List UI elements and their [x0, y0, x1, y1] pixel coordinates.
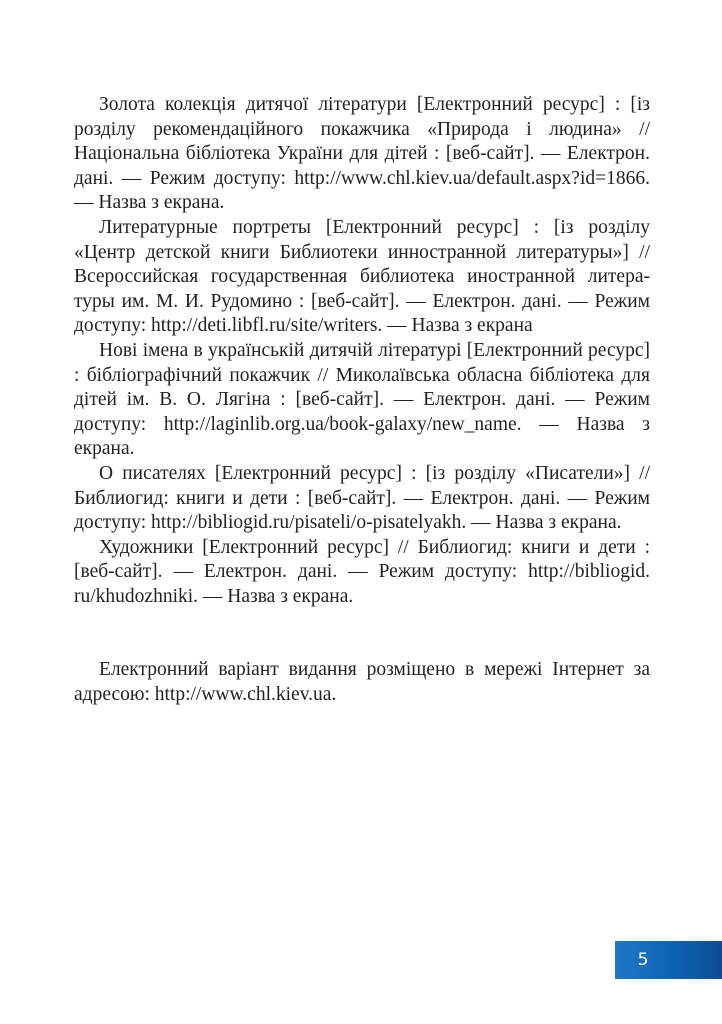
page-number-tab — [615, 941, 722, 979]
bibliography-entry: Художники [Електронний ресурс] // Библиогид: книги и дети : [веб-сайт]. — Електрон. дані. — Режим доступу: http://bibliogid.​ru/khudozhniki. — Назва з екрана. — [74, 536, 650, 607]
bibliography-entry: Нові імена в українській дитячій літературі [Електронний ресурс] : бібліографічний покажчик // Миколаївська обласна бібліотека для дітей ім. В. О. Лягіна : [веб-сайт]. — Електрон. дані. — Режим доступу: http://laginlib.org.ua/book-galaxy/new_name. — Назва з екрана. — [74, 339, 650, 460]
page-number: 5 — [637, 950, 649, 970]
bibliography-entry: Золота колекція дитячої літератури [Електронний ресурс] : [із розділу рекомендаційного покажчика «Природа і людина» // Національна бібліотека України для дітей : [веб-сайт]. — Електрон. дані. — Режим доступу: http://www.chl.kiev.ua/default.​aspx?id=1866. — Назва з екрана. — [74, 94, 650, 214]
bibliography-entry: Литературные портреты [Електронний ресурс] : [із розділу «Центр детской книги Библиотеки инностранной литературы»] // Всероссийская государственная библиотека иностранной литературы им. М. И. Рудомино : [веб-сайт]. — Електрон. дані. — Режим доступу: http://deti.libfl.ru/site/writers. — Назва з екрана — [74, 216, 650, 337]
online-edition-note: Електронний варіант видання розміщено в мережі Інтернет за адресою: http://www.chl.kiev.ua. — [74, 659, 650, 706]
bibliography-list — [74, 93, 650, 708]
bibliography-entry: О писателях [Електронний ресурс] : [із розділу «Писатели»] // Библиогид: книги и дети : [веб-сайт]. — Електрон. дані. — Режим доступу: http://bibliogid.ru/pisateli/o-pisatelyakh. — Назва з екрана. — [74, 462, 650, 534]
